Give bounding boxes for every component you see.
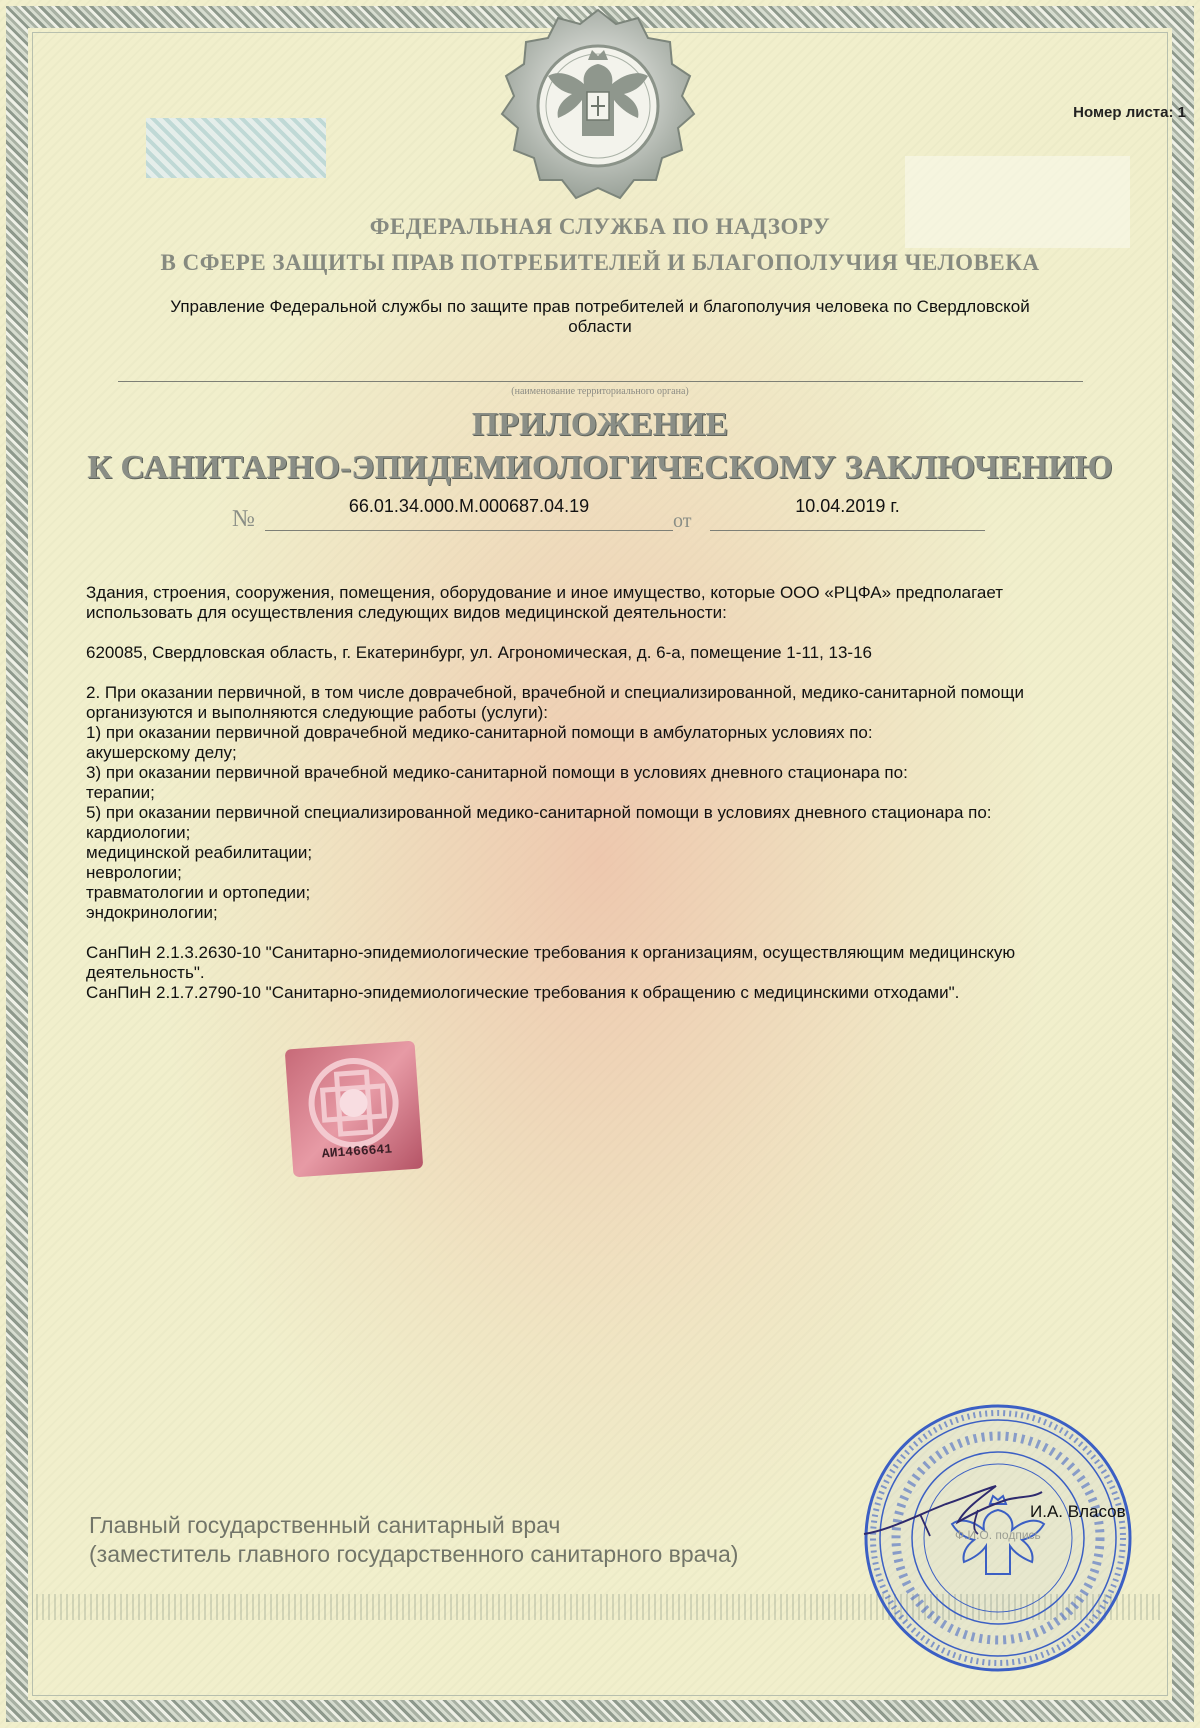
department-caption: (наименование территориального органа) (511, 386, 689, 397)
agency-name-line2: В СФЕРЕ ЗАЩИТЫ ПРАВ ПОТРЕБИТЕЛЕЙ И БЛАГОПОЛУЧИЯ ЧЕЛОВЕКА (160, 250, 1040, 275)
service-item-5: 5) при оказании первичной специализированной медико-санитарной помощи в условиях дневного стационара по: (86, 803, 992, 822)
department-line2: области (568, 317, 632, 336)
number-label: № (232, 506, 255, 532)
service-item-3: 3) при оказании первичной врачебной медико-санитарной помощи в условиях дневного стационара по: (86, 763, 908, 782)
date-underline (710, 530, 985, 531)
service-item-1: 1) при оказании первичной доврачебной медико-санитарной помощи в амбулаторных условиях по: (86, 723, 873, 742)
department-name (120, 297, 1080, 337)
signature-title (89, 1511, 738, 1569)
service-item-3a: терапии; (86, 783, 155, 802)
sanpin-2: СанПиН 2.1.7.2790-10 "Санитарно-эпидемиологические требования к обращению с медицинскими отходами". (86, 983, 960, 1002)
services-line1: 2. При оказании первичной, в том числе доврачебной, врачебной и специализированной, медико-санитарной помощи (86, 683, 1024, 702)
signature-sub-caption: Ф.И.О. подпись (955, 1528, 1041, 1542)
service-item-5b: медицинской реабилитации; (86, 843, 313, 862)
service-item-1a: акушерскому делу; (86, 743, 237, 762)
service-item-5e: эндокринологии; (86, 903, 218, 922)
sheet-number: Номер листа: 1 (1073, 104, 1186, 121)
service-item-5c: неврологии; (86, 863, 182, 882)
document-date: 10.04.2019 г. (795, 496, 900, 516)
agency-name-line1: ФЕДЕРАЛЬНАЯ СЛУЖБА ПО НАДЗОРУ (369, 214, 831, 239)
service-item-5a: кардиологии; (86, 823, 191, 842)
number-underline (265, 530, 673, 531)
document-title-line2: К САНИТАРНО-ЭПИДЕМИОЛОГИЧЕСКОМУ ЗАКЛЮЧЕНИЮ (87, 449, 1113, 486)
hologram-strip (146, 118, 326, 178)
services-line2: организуются и выполняются следующие работы (услуги): (86, 703, 549, 722)
department-line1: Управление Федеральной службы по защите прав потребителей и благополучия человека по Свердловской (170, 297, 1030, 316)
signature-title-line2: (заместитель главного государственного санитарного врача) (89, 1541, 739, 1567)
address: 620085, Свердловская область, г. Екатеринбург, ул. Агрономическая, д. 6-а, помещение 1-11, 13-16 (86, 643, 872, 662)
document-title-line1: ПРИЛОЖЕНИЕ (471, 406, 729, 443)
signature-title-line1: Главный государственный санитарный врач (89, 1512, 561, 1538)
hologram-serial: АИ1466641 (321, 1141, 393, 1162)
sanpin-1-line2: деятельность". (86, 963, 205, 982)
hologram-seal-icon (283, 1038, 426, 1179)
signer-name: И.А. Власов (1030, 1502, 1126, 1521)
intro-line2: использовать для осуществления следующих видов медицинской деятельности: (86, 603, 727, 622)
eagle-emblem-icon (492, 4, 704, 212)
date-label: от (673, 510, 692, 532)
document-body (86, 583, 1166, 1003)
service-item-5d: травматологии и ортопедии; (86, 883, 311, 902)
intro-line1: Здания, строения, сооружения, помещения, оборудование и иное имущество, которые ООО «РЦФА» предполагает (86, 583, 1004, 602)
document-number: 66.01.34.000.М.000687.04.19 (348, 496, 590, 516)
sanpin-1-line1: СанПиН 2.1.3.2630-10 "Санитарно-эпидемиологические требования к организациям, осуществляющим медицинскую (86, 943, 1016, 962)
department-underline (118, 381, 1083, 382)
